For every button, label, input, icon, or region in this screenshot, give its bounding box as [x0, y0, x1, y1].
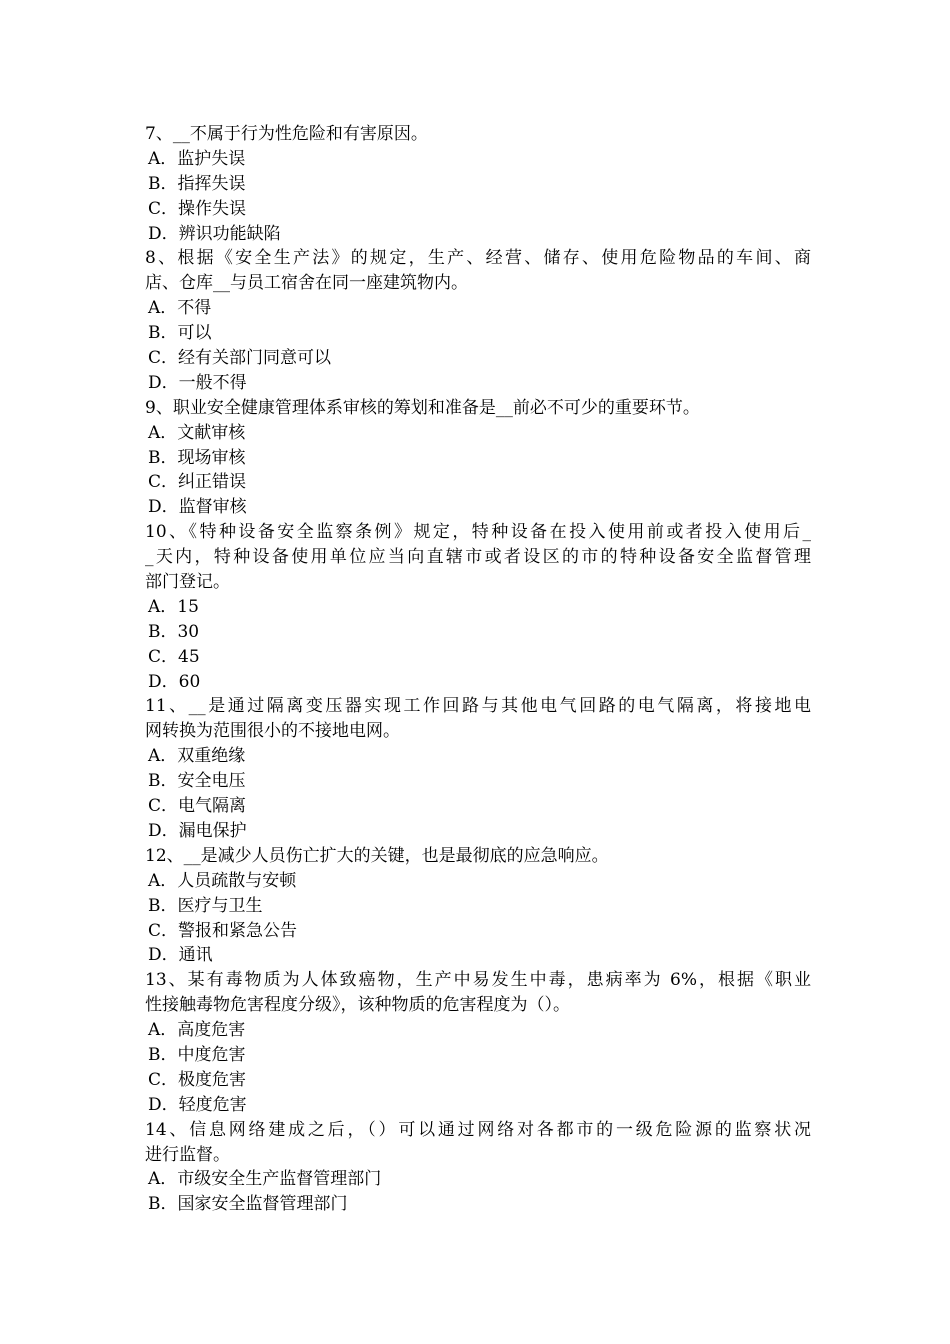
question-block: [145, 122, 811, 246]
question-block: [145, 396, 811, 520]
question-block: [145, 520, 811, 694]
option-d: D．辨识功能缺陷: [148, 223, 281, 244]
option-c: C．经有关部门同意可以: [148, 348, 332, 369]
question-block: [145, 694, 811, 843]
option-a: A．双重绝缘: [148, 746, 246, 767]
option-a: A．15: [148, 596, 199, 617]
question-block: [145, 246, 811, 395]
option-b: B．安全电压: [148, 771, 246, 792]
question-text: 网转换为范围很小的不接地电网。: [145, 721, 400, 742]
option-b: B．医疗与卫生: [148, 895, 263, 916]
option-c: C．纠正错误: [148, 472, 247, 493]
option-c: C．45: [148, 646, 200, 667]
option-d: D．漏电保护: [148, 820, 247, 841]
question-text: 进行监督。: [145, 1144, 230, 1165]
option-a: A．不得: [148, 298, 212, 319]
question-text: 部门登记。: [145, 572, 230, 593]
option-a: A．高度危害: [148, 1020, 246, 1041]
option-b: B．现场审核: [148, 447, 246, 468]
option-c: C．警报和紧急公告: [148, 920, 298, 941]
option-c: C．操作失误: [148, 198, 247, 219]
question-text: 性接触毒物危害程度分级》，该种物质的危害程度为（）。: [145, 995, 570, 1016]
option-b: B．可以: [148, 323, 212, 344]
option-b: B．国家安全监督管理部门: [148, 1194, 348, 1215]
question-block: [145, 1118, 811, 1218]
option-b: B．指挥失误: [148, 173, 246, 194]
option-c: C．极度危害: [148, 1069, 247, 1090]
option-d: D．监督审核: [148, 497, 247, 518]
option-a: A．市级安全生产监督管理部门: [148, 1169, 382, 1190]
question-text: 13、某有毒物质为人体致癌物，生产中易发生中毒，患病率为 6%，根据《职业: [145, 970, 811, 991]
option-c: C．电气隔离: [148, 796, 247, 817]
document-page: [145, 122, 811, 1217]
question-text: 12、__是减少人员伤亡扩大的关键，也是最彻底的应急响应。: [145, 845, 609, 866]
option-b: B．30: [148, 621, 200, 642]
option-d: D．通讯: [148, 945, 213, 966]
question-text: _天内，特种设备使用单位应当向直辖市或者设区的市的特种设备安全监督管理: [145, 547, 811, 568]
question-text: 店、仓库__与员工宿舍在同一座建筑物内。: [145, 273, 468, 294]
question-text: 8、根据《安全生产法》的规定，生产、经营、储存、使用危险物品的车间、商: [145, 248, 811, 269]
question-text: 9、职业安全健康管理体系审核的筹划和准备是__前必不可少的重要环节。: [145, 397, 700, 418]
option-a: A．监护失误: [148, 148, 246, 169]
question-text: 11、__是通过隔离变压器实现工作回路与其他电气回路的电气隔离，将接地电: [145, 696, 811, 717]
question-text: 14、信息网络建成之后，（）可以通过网络对各都市的一级危险源的监察状况: [145, 1119, 811, 1140]
option-a: A．人员疏散与安顿: [148, 870, 297, 891]
option-d: D．轻度危害: [148, 1094, 247, 1115]
question-block: [145, 844, 811, 968]
question-text: 10、《特种设备安全监察条例》规定，特种设备在投入使用前或者投入使用后_: [145, 522, 811, 543]
option-d: D．60: [148, 671, 201, 692]
option-a: A．文献审核: [148, 422, 246, 443]
option-b: B．中度危害: [148, 1044, 246, 1065]
question-text: 7、__不属于行为性危险和有害原因。: [145, 124, 428, 144]
question-block: [145, 968, 811, 1117]
option-d: D．一般不得: [148, 372, 247, 393]
